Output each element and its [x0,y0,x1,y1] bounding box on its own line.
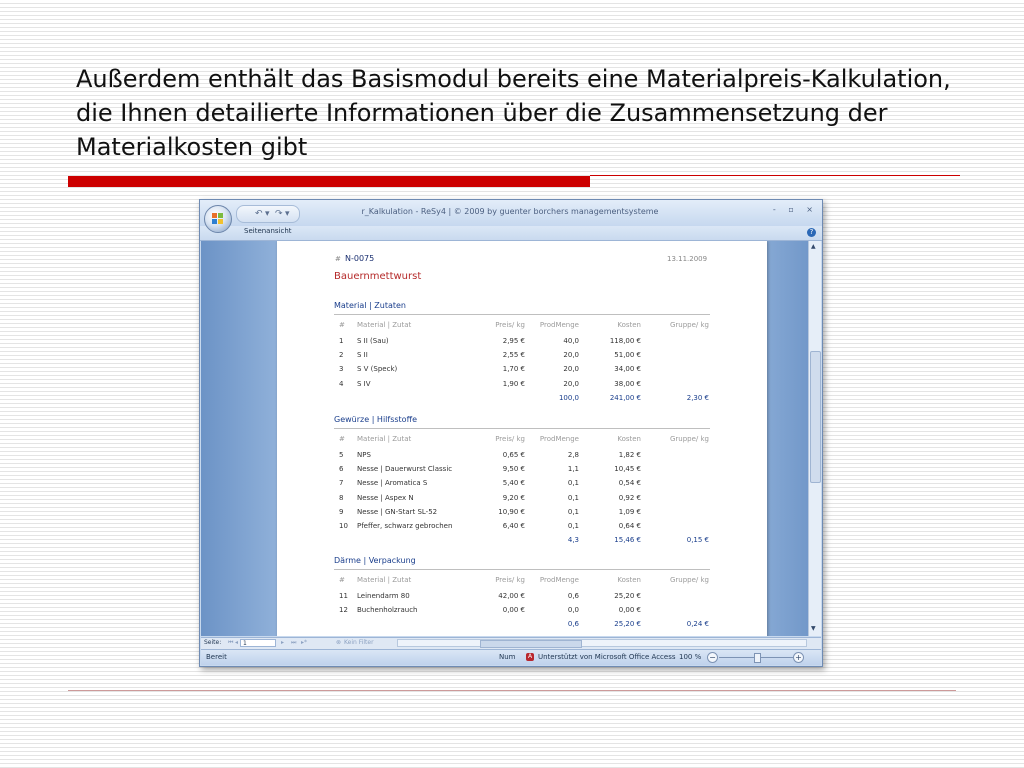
table-cell: 2,95 € [502,337,525,345]
table-cell: Pfeffer, schwarz gebrochen [357,522,453,530]
table-cell: 4 [339,379,344,388]
table-cell: Nesse | Aromatica S [357,479,428,488]
section-divider [334,569,710,570]
table-cell: S II [357,351,368,360]
scroll-up-icon[interactable]: ▲ [811,243,816,250]
window-titlebar [200,200,822,226]
sum-kosten: 15,46 € [614,536,641,545]
section-title: Gewürze | Hilfsstoffe [334,415,418,424]
zoom-level[interactable]: 100 % [679,653,702,661]
office-button[interactable] [204,205,232,233]
prev-page-icon[interactable]: ◂ [235,639,239,646]
new-record-icon[interactable]: ▸* [301,639,308,646]
slide-title: Außerdem enthält das Basismodul bereits eine Materialpreis-Kalkulation, die Ihnen detailierte Informationen über die Zusammensetzung der Materialkosten gibt [76,65,951,161]
status-num: Num [499,653,516,661]
hscroll-thumb[interactable] [480,640,582,648]
table-cell: S II (Sau) [357,337,389,345]
table-cell: 3 [339,365,344,374]
table-cell: 6 [339,465,344,474]
ribbon-tab-row [200,226,822,241]
table-cell: 0,92 € [618,493,641,502]
next-page-icon[interactable]: ▸ [281,639,285,646]
column-header: # [339,435,345,443]
scroll-thumb[interactable] [810,351,821,483]
table-cell: 25,20 € [614,592,641,600]
table-cell: NPS [357,451,371,459]
table-cell: 1,09 € [618,507,641,516]
tab-seitenansicht[interactable]: Seitenansicht [244,227,292,235]
table-cell: 38,00 € [614,379,641,388]
table-cell: 0,1 [567,507,579,516]
quick-access-toolbar [236,205,300,223]
table-cell: 0,64 € [618,522,641,530]
sum-kosten: 25,20 € [614,620,641,629]
column-header: Preis/ kg [495,435,525,443]
table-cell: 1,90 € [502,379,525,388]
column-header: Material | Zutat [357,321,412,329]
column-header: Gruppe/ kg [669,576,709,584]
status-bar [201,649,821,665]
sum-kosten: 241,00 € [609,393,641,402]
table-cell: Nesse | Aspex N [357,493,414,502]
page-label: Seite: [204,639,222,646]
table-cell: 51,00 € [614,351,641,360]
record-navigation-bar [201,637,821,649]
title-accent-bar [68,176,590,187]
table-cell: 2,55 € [502,351,525,360]
column-header: ProdMenge [539,576,579,584]
table-cell: 0,00 € [618,606,641,615]
table-cell: 42,00 € [498,592,525,600]
sum-menge: 0,6 [567,620,579,629]
table-cell: 34,00 € [614,365,641,374]
table-cell: 5,40 € [502,479,525,488]
table-cell: 20,0 [563,351,579,360]
column-header: ProdMenge [539,435,579,443]
table-cell: 0,1 [567,522,579,530]
table-cell: 20,0 [563,379,579,388]
table-cell: 11 [339,592,348,600]
column-header: # [339,576,345,584]
redo-icon[interactable]: ↷ [275,209,283,219]
table-cell: Leinendarm 80 [357,592,410,600]
table-cell: 0,1 [567,493,579,502]
dropdown-small-icon[interactable]: ▾ [285,209,290,219]
column-header: ProdMenge [539,321,579,329]
filter-icon[interactable]: ⊗ [336,639,342,646]
title-underline [590,175,960,176]
help-icon[interactable]: ? [807,228,816,237]
print-preview-area [201,241,821,636]
table-cell: S V (Speck) [357,365,398,374]
filter-label[interactable]: Kein Filter [344,639,374,646]
sum-gruppe: 0,15 € [686,536,709,545]
column-header: Kosten [617,321,641,329]
column-header: Kosten [617,435,641,443]
section-divider [334,314,710,315]
page-number-input[interactable]: 1 [240,639,276,647]
table-cell: S IV [357,379,371,388]
report-page [277,241,767,636]
first-page-icon[interactable]: ⏮ [228,639,234,646]
dropdown-small-icon[interactable]: ▾ [265,209,270,219]
horizontal-scrollbar[interactable] [397,639,807,647]
section-title: Material | Zutaten [334,301,406,310]
table-cell: 118,00 € [609,337,641,345]
sum-menge: 4,3 [567,536,579,545]
zoom-in-icon[interactable]: + [793,652,804,663]
column-header: Kosten [617,576,641,584]
report-number: N-0075 [345,254,375,263]
table-cell: 9,50 € [502,465,525,474]
table-cell: 1,70 € [502,365,525,374]
table-cell: 1 [339,337,344,345]
table-cell: 7 [339,479,344,488]
zoom-out-icon[interactable]: − [707,652,718,663]
table-cell: 10,90 € [498,507,525,516]
table-cell: 20,0 [563,365,579,374]
table-cell: 40,0 [563,337,579,345]
vertical-scrollbar[interactable] [808,241,821,636]
table-cell: 2,8 [567,451,579,459]
access-icon: A [527,653,533,660]
office-logo-icon [212,213,224,225]
table-cell: Nesse | GN-Start SL-52 [357,507,438,516]
zoom-slider-knob[interactable] [754,653,761,663]
table-cell: 0,0 [567,606,579,615]
table-cell: 2 [339,351,344,360]
column-header: Material | Zutat [357,576,412,584]
table-cell: Buchenholzrauch [357,606,418,615]
table-cell: 1,1 [567,465,579,474]
status-ready: Bereit [206,653,227,661]
column-header: Preis/ kg [495,321,525,329]
section-title: Därme | Verpackung [334,556,416,565]
table-cell: 0,65 € [502,451,525,459]
table-cell: 12 [339,606,348,615]
table-cell: 0,54 € [618,479,641,488]
window-title: r_Kalkulation - ReSy4 | © 2009 by guenter borchers managementsysteme [361,207,659,216]
sum-gruppe: 0,24 € [686,620,709,629]
sum-menge: 100,0 [558,393,579,402]
window-controls[interactable]: - ▫ × [772,205,818,214]
table-cell: 5 [339,451,344,459]
report-hash: # [335,255,341,263]
scroll-down-icon[interactable]: ▼ [811,625,816,632]
table-cell: 0,6 [567,592,579,600]
column-header: Gruppe/ kg [669,321,709,329]
table-cell: 0,1 [567,479,579,488]
table-cell: 9,20 € [502,493,525,502]
access-window [199,199,823,667]
section-divider [334,428,710,429]
footer-rule [68,690,956,691]
table-cell: 9 [339,507,344,516]
column-header: Material | Zutat [357,435,412,443]
table-cell: Nesse | Dauerwurst Classic [357,465,453,474]
table-cell: 8 [339,493,344,502]
status-supported: Unterstützt von Microsoft Office Access [538,653,676,661]
table-cell: 0,00 € [502,606,525,615]
last-page-icon[interactable]: ⏭ [291,639,297,646]
column-header: # [339,321,345,329]
table-cell: 6,40 € [502,522,525,530]
report-date: 13.11.2009 [667,255,708,263]
product-name: Bauernmettwurst [334,271,422,282]
table-cell: 10 [339,522,348,530]
table-cell: 1,82 € [618,451,641,459]
sum-gruppe: 2,30 € [686,393,709,402]
table-cell: 10,45 € [614,465,641,474]
column-header: Preis/ kg [495,576,525,584]
undo-icon[interactable]: ↶ [255,209,263,219]
column-header: Gruppe/ kg [669,435,709,443]
